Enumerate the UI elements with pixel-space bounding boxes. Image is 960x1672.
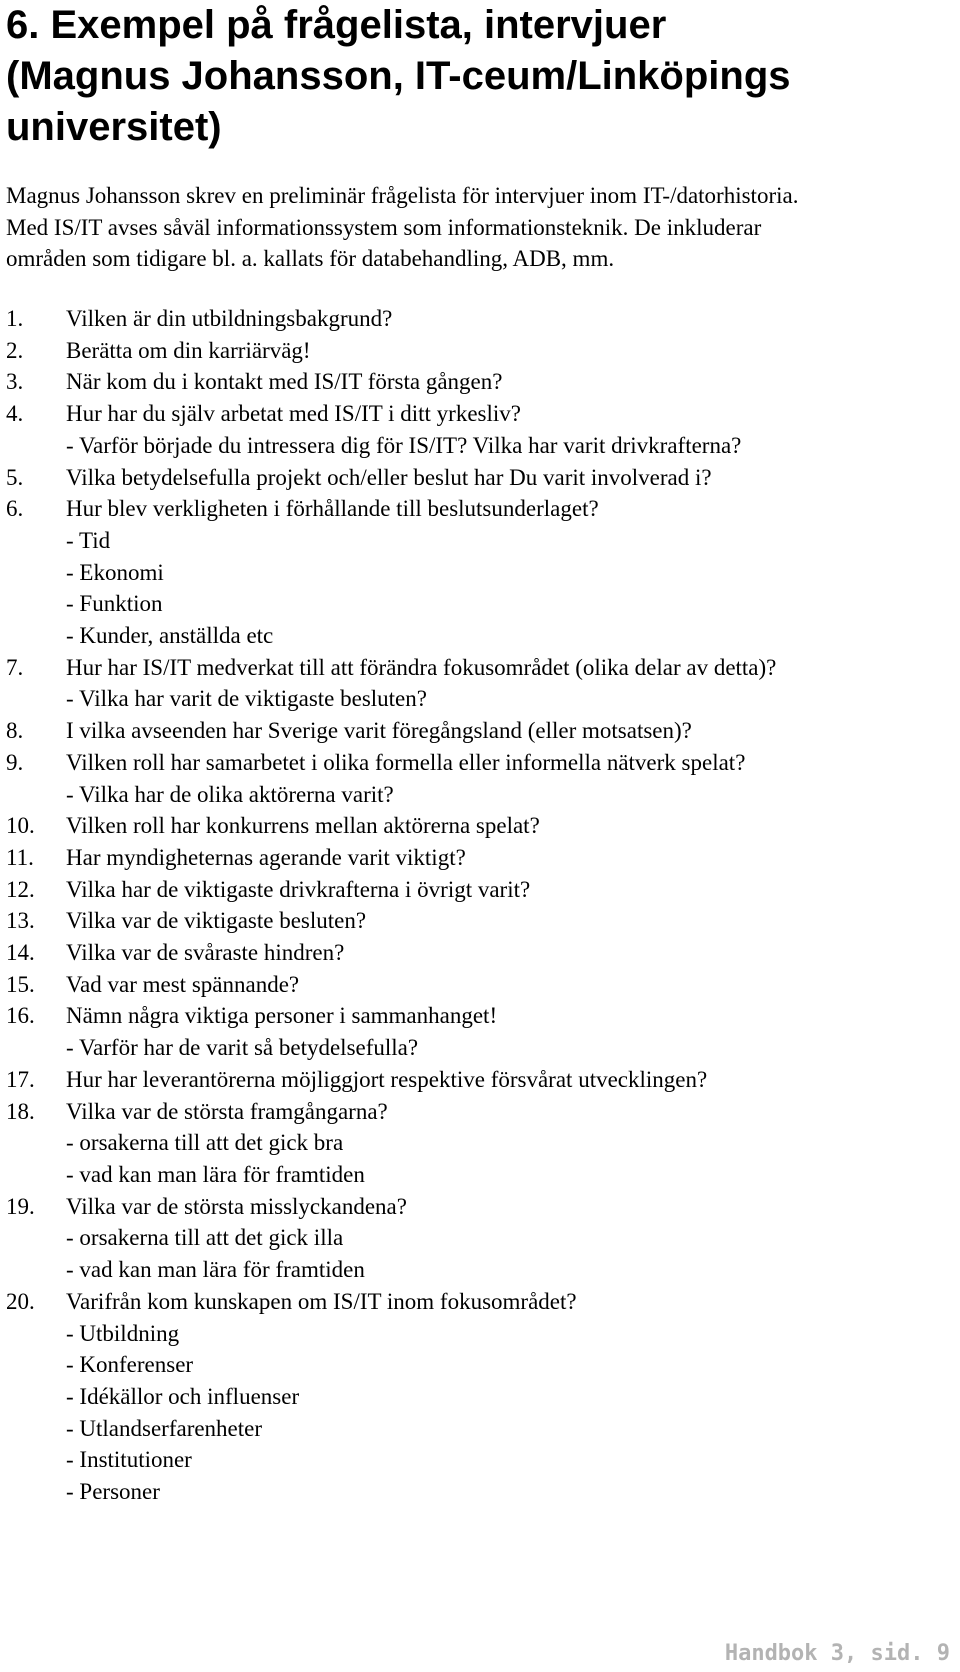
intro-line: Magnus Johansson skrev en preliminär frågelista för intervjuer inom IT-/datorhistoria.	[6, 183, 799, 208]
question-subitem: - Vilka har de olika aktörerna varit?	[66, 781, 394, 807]
question-number: 3.	[6, 369, 24, 395]
question-row	[6, 937, 951, 969]
question-item	[6, 1000, 951, 1063]
question-number: 15.	[6, 971, 35, 997]
question-number: 8.	[6, 718, 24, 744]
question-subitem: - Idékällor och influenser	[66, 1383, 300, 1409]
question-item	[6, 1064, 951, 1096]
question-row	[6, 715, 951, 747]
question-subitem: - vad kan man lära för framtiden	[66, 1161, 365, 1187]
question-text: I vilka avseenden har Sverige varit föregångsland (eller motsatsen)?	[66, 718, 692, 744]
question-text: Hur har du själv arbetat med IS/IT i ditt yrkesliv?	[66, 401, 521, 427]
page-footer: Handbok 3, sid. 9	[724, 1641, 950, 1666]
question-subitem: - Varför började du intressera dig för IS/IT? Vilka har varit drivkrafterna?	[66, 432, 742, 458]
question-item	[6, 335, 951, 367]
question-text: Vilken roll har konkurrens mellan aktörerna spelat?	[66, 813, 540, 839]
question-subitem: - Funktion	[66, 591, 163, 617]
question-number: 5.	[6, 464, 24, 490]
question-number: 19.	[6, 1193, 35, 1219]
question-item	[6, 462, 951, 494]
question-row	[6, 462, 951, 494]
title-line: (Magnus Johansson, IT-ceum/Linköpings	[6, 54, 791, 98]
question-text: Vilken roll har samarbetet i olika formella eller informella nätverk spelat?	[66, 749, 746, 775]
question-subitem: - Institutioner	[66, 1447, 192, 1473]
question-subitem: - Ekonomi	[66, 559, 164, 585]
question-number: 18.	[6, 1098, 35, 1124]
question-number: 17.	[6, 1066, 35, 1092]
question-number: 20.	[6, 1288, 35, 1314]
question-number: 6.	[6, 496, 24, 522]
question-item	[6, 842, 951, 874]
question-text: Hur blev verkligheten i förhållande till beslutsunderlaget?	[66, 496, 599, 522]
question-subitem: - Utlandserfarenheter	[66, 1415, 263, 1441]
question-number: 10.	[6, 813, 35, 839]
question-text: Vilka var de svåraste hindren?	[66, 940, 345, 966]
question-row	[6, 398, 951, 430]
question-text: Nämn några viktiga personer i sammanhanget!	[66, 1003, 498, 1029]
question-number: 12.	[6, 876, 35, 902]
question-row	[6, 874, 951, 906]
question-number: 14.	[6, 940, 35, 966]
question-list	[6, 303, 951, 1508]
question-number: 11.	[6, 844, 34, 870]
question-item	[6, 366, 951, 398]
question-text: Berätta om din karriärväg!	[66, 337, 311, 363]
question-number: 7.	[6, 654, 24, 680]
question-text: Vilka var de största framgångarna?	[66, 1098, 388, 1124]
question-row	[6, 1191, 951, 1223]
question-row	[6, 905, 951, 937]
question-subitem: - Konferenser	[66, 1352, 194, 1378]
question-item	[6, 874, 951, 906]
question-row	[6, 335, 951, 367]
question-row	[6, 652, 951, 684]
question-subitem: - Kunder, anställda etc	[66, 623, 274, 649]
question-text: Hur har leverantörerna möjliggjort respektive försvårat utvecklingen?	[66, 1066, 708, 1092]
question-item	[6, 715, 951, 747]
question-text: När kom du i kontakt med IS/IT första gången?	[66, 369, 503, 395]
question-item	[6, 398, 951, 461]
title-line: 6. Exempel på frågelista, intervjuer	[6, 3, 667, 47]
question-number: 16.	[6, 1003, 35, 1029]
intro-paragraph	[6, 180, 951, 275]
question-item	[6, 1286, 951, 1508]
question-text: Hur har IS/IT medverkat till att förändra fokusområdet (olika delar av detta)?	[66, 654, 777, 680]
question-text: Vilka var de största misslyckandena?	[66, 1193, 407, 1219]
page-title	[6, 0, 946, 153]
question-row	[6, 1096, 951, 1128]
question-subitem: - orsakerna till att det gick bra	[66, 1130, 344, 1156]
question-row	[6, 1286, 951, 1318]
question-subitem: - Utbildning	[66, 1320, 180, 1346]
question-item	[6, 493, 951, 652]
title-line: universitet)	[6, 105, 222, 149]
question-subitem: - Tid	[66, 527, 111, 553]
question-row	[6, 493, 951, 525]
question-number: 4.	[6, 401, 24, 427]
question-text: Vilka betydelsefulla projekt och/eller beslut har Du varit involverad i?	[66, 464, 712, 490]
question-subitem: - orsakerna till att det gick illa	[66, 1225, 344, 1251]
question-row	[6, 366, 951, 398]
question-item	[6, 652, 951, 715]
question-item	[6, 810, 951, 842]
question-row	[6, 810, 951, 842]
question-row	[6, 1064, 951, 1096]
question-text: Vilken är din utbildningsbakgrund?	[66, 306, 393, 331]
question-row	[6, 1000, 951, 1032]
question-text: Vad var mest spännande?	[66, 971, 300, 997]
question-text: Varifrån kom kunskapen om IS/IT inom fokusområdet?	[66, 1288, 577, 1314]
question-text: Har myndigheternas agerande varit viktigt?	[66, 844, 466, 870]
question-subitem: - vad kan man lära för framtiden	[66, 1257, 365, 1283]
question-item	[6, 905, 951, 937]
question-item	[6, 969, 951, 1001]
question-subitem: - Varför har de varit så betydelsefulla?	[66, 1035, 419, 1061]
question-item	[6, 303, 951, 335]
question-number: 13.	[6, 908, 35, 934]
question-subitem: - Personer	[66, 1479, 160, 1505]
question-item	[6, 1191, 951, 1286]
question-row	[6, 969, 951, 1001]
question-subitem: - Vilka har varit de viktigaste besluten?	[66, 686, 427, 712]
question-row	[6, 842, 951, 874]
question-row	[6, 303, 951, 335]
question-item	[6, 747, 951, 810]
question-text: Vilka har de viktigaste drivkrafterna i övrigt varit?	[66, 876, 531, 902]
question-item	[6, 937, 951, 969]
question-text: Vilka var de viktigaste besluten?	[66, 908, 367, 934]
intro-line: Med IS/IT avses såväl informationssystem som informationsteknik. De inkluderar	[6, 214, 762, 240]
question-number: 1.	[6, 306, 24, 331]
question-row	[6, 747, 951, 779]
intro-line: områden som tidigare bl. a. kallats för databehandling, ADB, mm.	[6, 246, 615, 272]
question-number: 9.	[6, 749, 24, 775]
question-number: 2.	[6, 337, 24, 363]
question-item	[6, 1096, 951, 1191]
